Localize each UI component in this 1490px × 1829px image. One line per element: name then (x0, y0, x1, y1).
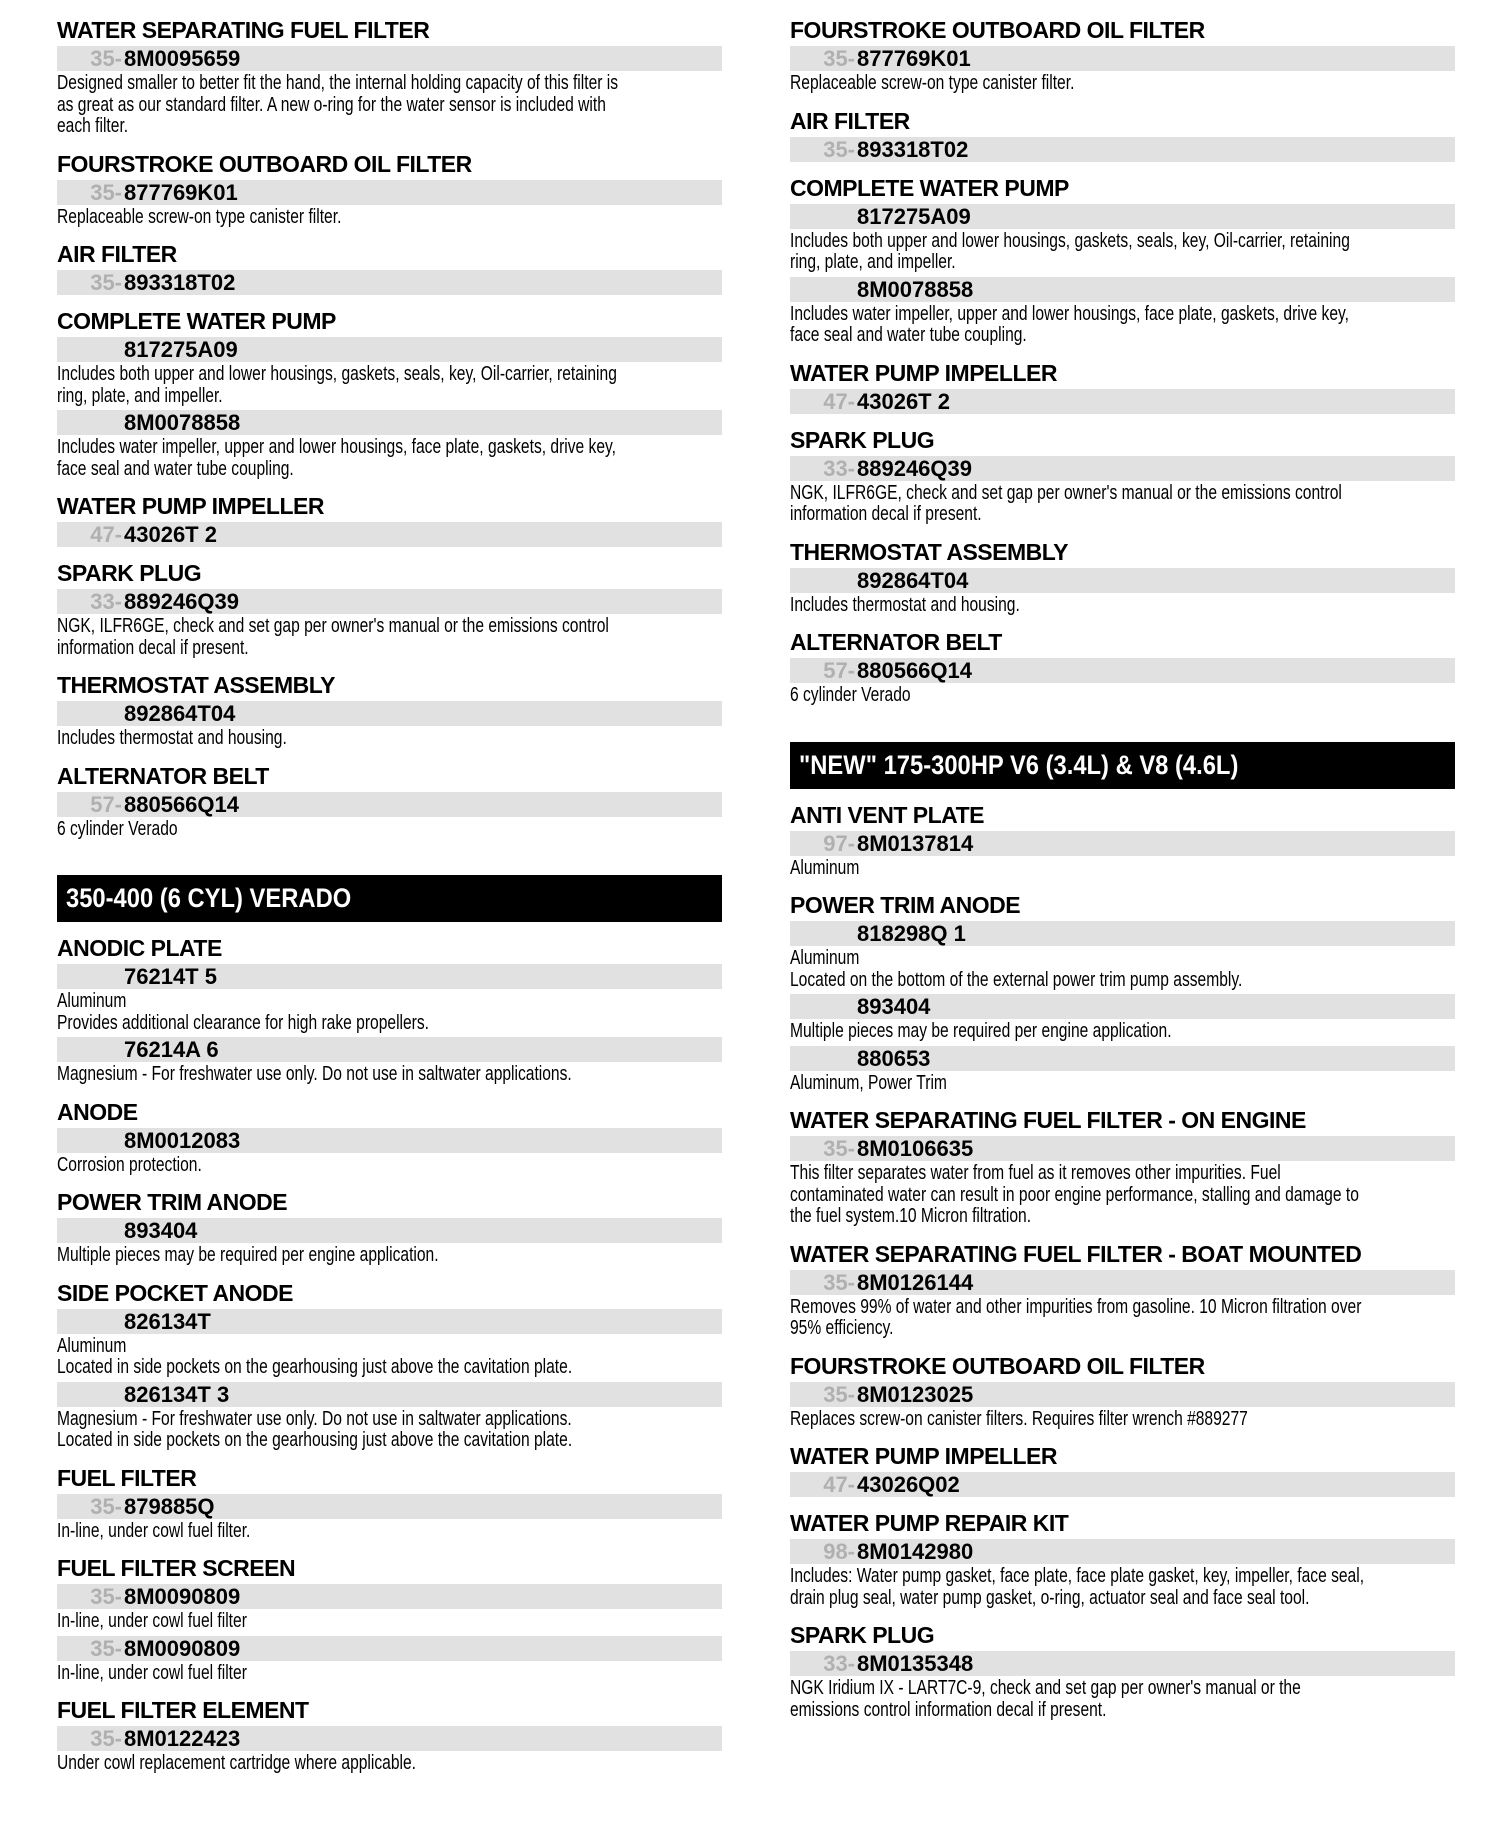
part-number-prefix: 35- (823, 136, 855, 162)
part-description (57, 1611, 722, 1633)
part-number: 892864T04 (857, 567, 969, 593)
part-number: 893318T02 (857, 136, 969, 162)
part-description-line: as great as our standard filter. A new o-ring for the water sensor is included with (57, 93, 606, 116)
part-number-prefix: 33- (823, 1651, 855, 1676)
part-description (57, 728, 722, 750)
part-description (790, 948, 1455, 991)
part-number: 8M0078858 (124, 410, 241, 435)
part-number: 880566Q14 (124, 791, 239, 817)
part-heading: WATER PUMP REPAIR KIT (790, 1510, 1069, 1536)
part-number-bar (790, 1651, 1455, 1676)
part-number-bar (57, 270, 722, 295)
part-number: 8M0106635 (857, 1136, 974, 1161)
part-number-bar (57, 1726, 722, 1751)
part-number: 879885Q (124, 1493, 215, 1519)
part-description (57, 1336, 722, 1379)
part-heading: FOURSTROKE OUTBOARD OIL FILTER (790, 1352, 1205, 1379)
part-number: 8M0123025 (857, 1381, 974, 1407)
part-number-bar (57, 522, 722, 547)
part-heading: ANODE (57, 1098, 138, 1125)
part-number-prefix: 47- (823, 1472, 855, 1497)
part-number: 8M0095659 (124, 46, 241, 71)
part-number: 893404 (124, 1218, 198, 1243)
part-description-line: Removes 99% of water and other impurities from gasoline. 10 Micron filtration over (790, 1295, 1362, 1318)
part-number: 893404 (857, 994, 931, 1019)
part-number-prefix: 35- (823, 46, 855, 71)
part-description (57, 1663, 722, 1685)
part-description (57, 616, 722, 659)
part-number-bar (57, 1037, 722, 1062)
part-description-line: face seal and water tube coupling. (790, 324, 1027, 346)
group-banner (790, 742, 1455, 789)
part-number-bar (790, 1382, 1455, 1407)
part-heading: POWER TRIM ANODE (57, 1189, 288, 1215)
part-description-line: Corrosion protection. (57, 1153, 202, 1176)
part-description-line: 6 cylinder Verado (790, 684, 911, 706)
part-description-line: Includes water impeller, upper and lower housings, face plate, gaskets, drive key, (57, 436, 617, 458)
part-number-bar (790, 994, 1455, 1019)
part-description (790, 858, 1455, 880)
part-description (57, 1064, 722, 1086)
part-description-line: 6 cylinder Verado (57, 817, 178, 840)
part-heading: COMPLETE WATER PUMP (790, 174, 1069, 201)
part-number-bar (790, 921, 1455, 946)
part-number: 892864T04 (124, 701, 236, 726)
part-number-bar (57, 337, 722, 362)
part-number-prefix: 47- (823, 388, 855, 414)
part-heading: SIDE POCKET ANODE (57, 1279, 294, 1306)
part-description-line: information decal if present. (57, 636, 249, 659)
part-description (57, 1245, 722, 1267)
part-description-line: contaminated water can result in poor engine performance, stalling and damage to (790, 1183, 1359, 1206)
part-description-line: Aluminum (57, 1334, 127, 1357)
part-description-line: Includes thermostat and housing. (790, 593, 1020, 616)
part-description-line: Multiple pieces may be required per engine application. (790, 1020, 1172, 1042)
part-number: 8M0090809 (124, 1584, 241, 1609)
part-number-prefix: 35- (90, 179, 122, 205)
part-description (790, 1163, 1455, 1228)
part-number-bar (57, 1382, 722, 1407)
part-number: 43026T 2 (124, 522, 217, 547)
part-description-line: emissions control information decal if present. (790, 1698, 1107, 1721)
part-heading: ANODIC PLATE (57, 935, 222, 961)
part-description (57, 991, 722, 1034)
part-number-bar (57, 1309, 722, 1334)
part-number-bar (790, 456, 1455, 481)
part-number-bar (57, 46, 722, 71)
part-description (57, 819, 722, 841)
part-heading: THERMOSTAT ASSEMBLY (790, 538, 1069, 565)
part-heading: THERMOSTAT ASSEMBLY (57, 672, 336, 698)
part-number-bar (57, 1636, 722, 1661)
part-number-bar (790, 1046, 1455, 1071)
part-number-bar (57, 410, 722, 435)
part-heading: POWER TRIM ANODE (790, 892, 1021, 918)
group-banner (57, 875, 722, 922)
part-heading: WATER PUMP IMPELLER (57, 493, 324, 519)
part-description-line: ring, plate, and impeller. (57, 384, 223, 407)
part-number-bar (57, 964, 722, 989)
part-description (790, 231, 1455, 274)
part-number-prefix: 35- (823, 1269, 855, 1295)
part-description-line: Located on the bottom of the external power trim pump assembly. (790, 968, 1243, 991)
part-number-bar (57, 792, 722, 817)
part-number-bar (790, 389, 1455, 414)
part-heading: ANTI VENT PLATE (790, 801, 984, 828)
part-description-line: In-line, under cowl fuel filter (57, 1610, 247, 1632)
part-description-line: information decal if present. (790, 503, 982, 525)
catalog-column-left (57, 4, 722, 1775)
part-description-line: face seal and water tube coupling. (57, 457, 294, 480)
part-description-line: drain plug seal, water pump gasket, o-ring, actuator seal and face seal tool. (790, 1586, 1310, 1609)
part-number-prefix: 98- (823, 1539, 855, 1564)
part-description (790, 1073, 1455, 1095)
part-heading: FOURSTROKE OUTBOARD OIL FILTER (790, 17, 1205, 43)
part-description-line: each filter. (57, 115, 129, 137)
part-number-bar (790, 277, 1455, 302)
part-description (790, 1678, 1455, 1721)
part-number: 76214A 6 (124, 1037, 219, 1062)
part-description-line: 95% efficiency. (790, 1317, 894, 1339)
part-description (790, 1566, 1455, 1609)
part-number-bar (57, 701, 722, 726)
part-number-prefix: 97- (823, 830, 855, 856)
part-description-line: Designed smaller to better fit the hand, the internal holding capacity of this filter is (57, 72, 619, 94)
part-description-line: Magnesium - For freshwater use only. Do not use in saltwater applications. (57, 1407, 572, 1430)
part-number: 877769K01 (857, 46, 971, 71)
part-number-bar (57, 1494, 722, 1519)
part-heading: FUEL FILTER ELEMENT (57, 1697, 309, 1723)
part-number: 880653 (857, 1045, 931, 1071)
part-heading: WATER PUMP IMPELLER (790, 359, 1057, 386)
part-heading: FUEL FILTER (57, 1464, 197, 1491)
part-number-bar (57, 1584, 722, 1609)
part-number: 8M0012083 (124, 1127, 241, 1153)
part-number-bar (790, 1539, 1455, 1564)
part-description-line: Located in side pockets on the gearhousing just above the cavitation plate. (57, 1429, 573, 1451)
part-number: 889246Q39 (857, 455, 972, 481)
part-description (790, 483, 1455, 526)
part-description (57, 73, 722, 138)
part-number: 76214T 5 (124, 964, 217, 989)
part-description-line: Multiple pieces may be required per engine application. (57, 1244, 439, 1266)
part-description-line: Replaceable screw-on type canister filter. (790, 72, 1075, 94)
part-number-bar (790, 1270, 1455, 1295)
part-number: 8M0122423 (124, 1726, 241, 1751)
part-number-prefix: 35- (90, 270, 122, 295)
part-number-prefix: 35- (90, 1584, 122, 1609)
part-heading: FOURSTROKE OUTBOARD OIL FILTER (57, 150, 472, 177)
part-description (790, 685, 1455, 707)
part-number-bar (790, 1136, 1455, 1161)
part-description-line: Located in side pockets on the gearhousing just above the cavitation plate. (57, 1356, 573, 1378)
part-number-prefix: 35- (90, 1726, 122, 1751)
part-description (790, 595, 1455, 617)
part-description-line: In-line, under cowl fuel filter. (57, 1519, 251, 1542)
part-description (57, 1155, 722, 1177)
part-number-prefix: 35- (90, 1635, 122, 1661)
part-description (57, 437, 722, 480)
part-number: 8M0090809 (124, 1635, 241, 1661)
part-number-prefix: 35- (90, 1493, 122, 1519)
part-number-prefix: 57- (823, 658, 855, 683)
part-description-line: Includes both upper and lower housings, gaskets, seals, key, Oil-carrier, retaining (57, 363, 617, 385)
part-description (57, 364, 722, 407)
part-heading: SPARK PLUG (790, 1622, 935, 1648)
part-description (790, 1021, 1455, 1043)
part-heading: WATER PUMP IMPELLER (790, 1443, 1057, 1469)
part-number: 43026Q02 (857, 1472, 960, 1497)
part-number: 8M0142980 (857, 1539, 974, 1564)
part-heading: SPARK PLUG (57, 560, 202, 586)
part-description-line: Includes: Water pump gasket, face plate, face plate gasket, key, impeller, face seal, (790, 1565, 1365, 1587)
part-number-prefix: 47- (90, 522, 122, 547)
part-description (57, 1521, 722, 1543)
part-description-line: Includes both upper and lower housings, gaskets, seals, key, Oil-carrier, retaining (790, 229, 1350, 252)
part-description (790, 1297, 1455, 1340)
part-number: 8M0126144 (857, 1269, 974, 1295)
part-number: 818298Q 1 (857, 921, 966, 946)
part-description-line: Aluminum (790, 856, 860, 879)
part-number: 826134T (124, 1308, 211, 1334)
part-description-line: Aluminum (57, 990, 127, 1012)
part-description-line: Aluminum, Power Trim (790, 1071, 947, 1094)
part-heading: COMPLETE WATER PUMP (57, 308, 336, 334)
part-heading: FUEL FILTER SCREEN (57, 1555, 296, 1581)
part-number: 8M0135348 (857, 1651, 974, 1676)
part-description (57, 207, 722, 229)
part-number-prefix: 33- (90, 589, 122, 614)
part-heading: AIR FILTER (57, 241, 177, 267)
group-banner-title: "NEW" 175-300HP V6 (3.4L) & V8 (4.6L) (799, 749, 1239, 780)
part-description-line: NGK, ILFR6GE, check and set gap per owner's manual or the emissions control (790, 481, 1342, 504)
part-number-prefix: 35- (823, 1136, 855, 1161)
part-description (790, 1409, 1455, 1431)
part-heading: AIR FILTER (790, 107, 910, 134)
part-heading: WATER SEPARATING FUEL FILTER - ON ENGINE (790, 1107, 1306, 1133)
part-description-line: Replaceable screw-on type canister filter. (57, 205, 342, 228)
part-description-line: Provides additional clearance for high rake propellers. (57, 1011, 430, 1034)
part-number: 880566Q14 (857, 658, 972, 683)
part-description (57, 1409, 722, 1452)
catalog-column-right (790, 4, 1455, 1721)
part-description-line: the fuel system.10 Micron filtration. (790, 1205, 1032, 1227)
part-number-prefix: 35- (90, 46, 122, 71)
part-heading: ALTERNATOR BELT (790, 629, 1002, 655)
part-heading: ALTERNATOR BELT (57, 762, 269, 789)
part-number: 43026T 2 (857, 388, 950, 414)
part-description-line: In-line, under cowl fuel filter (57, 1661, 247, 1684)
part-number-bar (790, 568, 1455, 593)
part-number: 817275A09 (124, 337, 238, 362)
part-description-line: Includes water impeller, upper and lower housings, face plate, gaskets, drive key, (790, 302, 1350, 325)
part-heading: WATER SEPARATING FUEL FILTER - BOAT MOUNTED (790, 1240, 1362, 1267)
part-number-bar (790, 46, 1455, 71)
part-number-bar (57, 589, 722, 614)
part-description (790, 73, 1455, 95)
part-description-line: Includes thermostat and housing. (57, 727, 287, 749)
part-description-line: NGK, ILFR6GE, check and set gap per owner's manual or the emissions control (57, 615, 609, 637)
part-number: 817275A09 (857, 203, 971, 229)
part-description (790, 304, 1455, 347)
part-number: 889246Q39 (124, 589, 239, 614)
part-number-prefix: 35- (823, 1381, 855, 1407)
part-description-line: This filter separates water from fuel as it removes other impurities. Fuel (790, 1162, 1281, 1184)
part-heading: SPARK PLUG (790, 426, 935, 453)
part-number-bar (790, 1472, 1455, 1497)
part-number: 877769K01 (124, 179, 238, 205)
part-number: 893318T02 (124, 270, 236, 295)
group-banner-title: 350-400 (6 CYL) VERADO (66, 883, 352, 913)
part-number-bar (57, 1128, 722, 1153)
part-number-bar (57, 1218, 722, 1243)
part-number-bar (790, 831, 1455, 856)
part-number: 8M0137814 (857, 830, 974, 856)
part-number: 826134T 3 (124, 1381, 230, 1407)
part-number-bar (790, 658, 1455, 683)
part-number-bar (790, 204, 1455, 229)
part-number-prefix: 33- (823, 455, 855, 481)
part-number-prefix: 57- (90, 791, 122, 817)
part-number: 8M0078858 (857, 276, 974, 302)
part-number-bar (790, 137, 1455, 162)
part-description-line: NGK Iridium IX - LART7C-9, check and set gap per owner's manual or the (790, 1677, 1301, 1699)
part-description-line: Replaces screw-on canister filters. Requires filter wrench #889277 (790, 1407, 1248, 1430)
part-number-bar (57, 180, 722, 205)
part-description (57, 1753, 722, 1775)
part-description-line: Under cowl replacement cartridge where applicable. (57, 1752, 416, 1774)
part-description-line: Aluminum (790, 947, 860, 969)
part-heading: WATER SEPARATING FUEL FILTER (57, 17, 430, 43)
part-description-line: Magnesium - For freshwater use only. Do not use in saltwater applications. (57, 1063, 572, 1085)
part-description-line: ring, plate, and impeller. (790, 251, 956, 273)
